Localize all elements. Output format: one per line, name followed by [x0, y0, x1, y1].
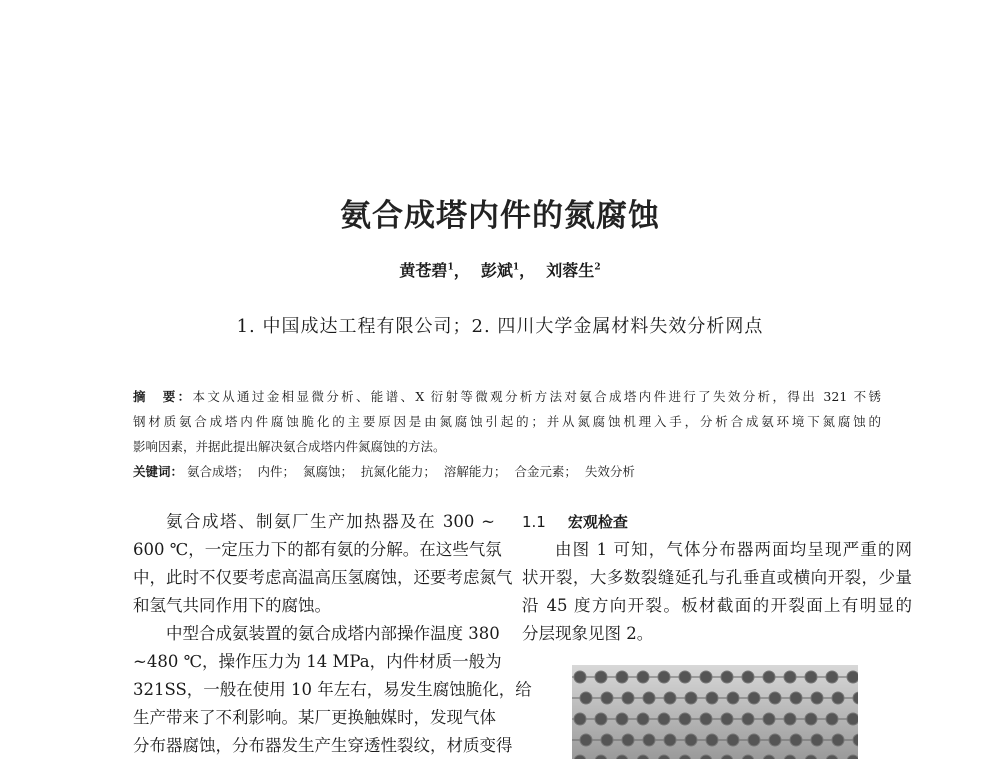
section-title: 宏观检查: [567, 513, 628, 531]
plate-hole: [832, 692, 844, 704]
keyword: 氮腐蚀；: [302, 464, 353, 479]
plate-hole: [637, 671, 649, 683]
perforated-plate-image: [572, 665, 858, 759]
plate-hole: [595, 713, 607, 725]
section-heading: [522, 508, 912, 536]
plate-hole: [742, 713, 754, 725]
plate-hole: [832, 734, 844, 746]
plate-hole: [811, 734, 823, 746]
plate-hole: [643, 692, 655, 704]
plate-hole: [847, 713, 858, 725]
plate-hole: [637, 713, 649, 725]
body-line: 由图 1 可知，气体分布器两面均呈现严重的网: [555, 540, 912, 559]
plate-hole: [784, 671, 796, 683]
plate-hole: [727, 734, 739, 746]
plate-hole: [769, 734, 781, 746]
author-name: 彭斌: [480, 261, 513, 280]
keyword: 合金元素；: [514, 464, 577, 479]
body-line: 中型合成氨装置的氨合成塔内部操作温度 380: [166, 624, 500, 643]
keyword: 内件；: [257, 464, 295, 479]
section-number: 1.1: [522, 513, 546, 531]
plate-hole: [784, 713, 796, 725]
plate-hole: [616, 671, 628, 683]
abstract-line: 摘 要：本文从通过金相显微分析、能谱、X 衍射等微观分析方法对氨合成塔内件进行了失效分析，得出 321 不锈: [133, 389, 881, 404]
body-line: 氨合成塔、制氨厂生产加热器及在 300 ~: [166, 512, 495, 531]
plate-hole: [805, 713, 817, 725]
plate-hole: [748, 692, 760, 704]
keywords-label: 关键词：: [133, 464, 184, 479]
plate-hole: [580, 692, 592, 704]
body-line: 沿 45 度方向开裂。板材截面的开裂面上有明显的: [522, 596, 912, 615]
plate-hole: [847, 671, 858, 683]
plate-hole: [700, 671, 712, 683]
body-line: 生产带来了不利影响。某厂更换触媒时，发现气体: [133, 708, 496, 727]
plate-hole: [679, 671, 691, 683]
plate-hole: [706, 734, 718, 746]
abstract-line: 影响因素，并据此提出解决氨合成塔内件氮腐蚀的方法。: [133, 439, 446, 454]
plate-hole: [658, 671, 670, 683]
body-line: 分布器腐蚀，分布器发生产生穿透性裂纹，材质变得: [133, 736, 513, 755]
plate-hole: [721, 713, 733, 725]
plate-hole: [574, 671, 586, 683]
plate-hole: [601, 692, 613, 704]
plate-hole: [727, 692, 739, 704]
plate-hole: [805, 671, 817, 683]
plate-hole: [595, 671, 607, 683]
author-affiliation-mark: 2: [594, 262, 601, 273]
author-list: 黄苍碧$^1$， 彭斌$^1$， 刘蓉生$^2$: [399, 261, 601, 280]
plate-hole: [685, 692, 697, 704]
plate-hole: [742, 671, 754, 683]
body-line: 分层现象见图 2。: [522, 624, 654, 643]
plate-hole: [811, 692, 823, 704]
plate-hole: [616, 713, 628, 725]
plate-hole: [721, 671, 733, 683]
plate-hole: [622, 692, 634, 704]
plate-hole: [658, 713, 670, 725]
plate-hole: [601, 734, 613, 746]
plate-hole: [769, 692, 781, 704]
author-affiliation-mark: 1: [447, 262, 454, 273]
plate-hole: [790, 692, 802, 704]
plate-hole: [685, 734, 697, 746]
keyword: 抗氮化能力；: [360, 464, 436, 479]
plate-hole: [574, 713, 586, 725]
plate-hole: [763, 713, 775, 725]
figure-1-photo: [572, 665, 858, 759]
keyword: 氨合成塔；: [187, 464, 250, 479]
plate-hole: [643, 734, 655, 746]
body-line: 中，此时不仅要考虑高温高压氢腐蚀，还要考虑氮气: [133, 568, 513, 587]
author-name: 刘蓉生: [546, 261, 595, 280]
plate-hole: [763, 671, 775, 683]
abstract-label: 摘 要：: [133, 389, 193, 404]
right-column: [522, 508, 912, 648]
keyword: 失效分析: [584, 464, 635, 479]
plate-hole: [664, 692, 676, 704]
plate-hole: [580, 734, 592, 746]
plate-hole: [622, 734, 634, 746]
keyword: 溶解能力；: [443, 464, 507, 479]
author-affiliation-mark: 1: [512, 262, 520, 273]
plate-hole: [748, 734, 760, 746]
left-column: [133, 508, 532, 760]
keywords-line: [133, 462, 881, 482]
affiliations: 1. 中国成达工程有限公司；2. 四川大学金属材料失效分析网点: [236, 316, 764, 337]
body-line: 状开裂，大多数裂缝延孔与孔垂直或横向开裂，少量: [522, 568, 912, 587]
plate-hole: [826, 713, 838, 725]
body-line: 和氢气共同作用下的腐蚀。: [133, 596, 331, 615]
plate-hole: [790, 734, 802, 746]
paper-title: 氨合成塔内件的氮腐蚀: [340, 198, 660, 234]
plate-hole: [706, 692, 718, 704]
plate-hole: [826, 671, 838, 683]
plate-hole: [664, 734, 676, 746]
author-name: 黄苍碧: [399, 261, 448, 280]
abstract-line: 钢材质氨合成塔内件腐蚀脆化的主要原因是由氮腐蚀引起的；并从氮腐蚀机理入手，分析合成氨环境下氮腐蚀的: [133, 414, 881, 429]
plate-hole: [679, 713, 691, 725]
body-line: 321SS，一般在使用 10 年左右，易发生腐蚀脆化，给: [133, 680, 532, 699]
body-line: 600 ℃，一定压力下的都有氨的分解。在这些气氛: [133, 540, 502, 559]
body-line: ~480 ℃，操作压力为 14 MPa，内件材质一般为: [133, 652, 502, 671]
plate-hole: [700, 713, 712, 725]
